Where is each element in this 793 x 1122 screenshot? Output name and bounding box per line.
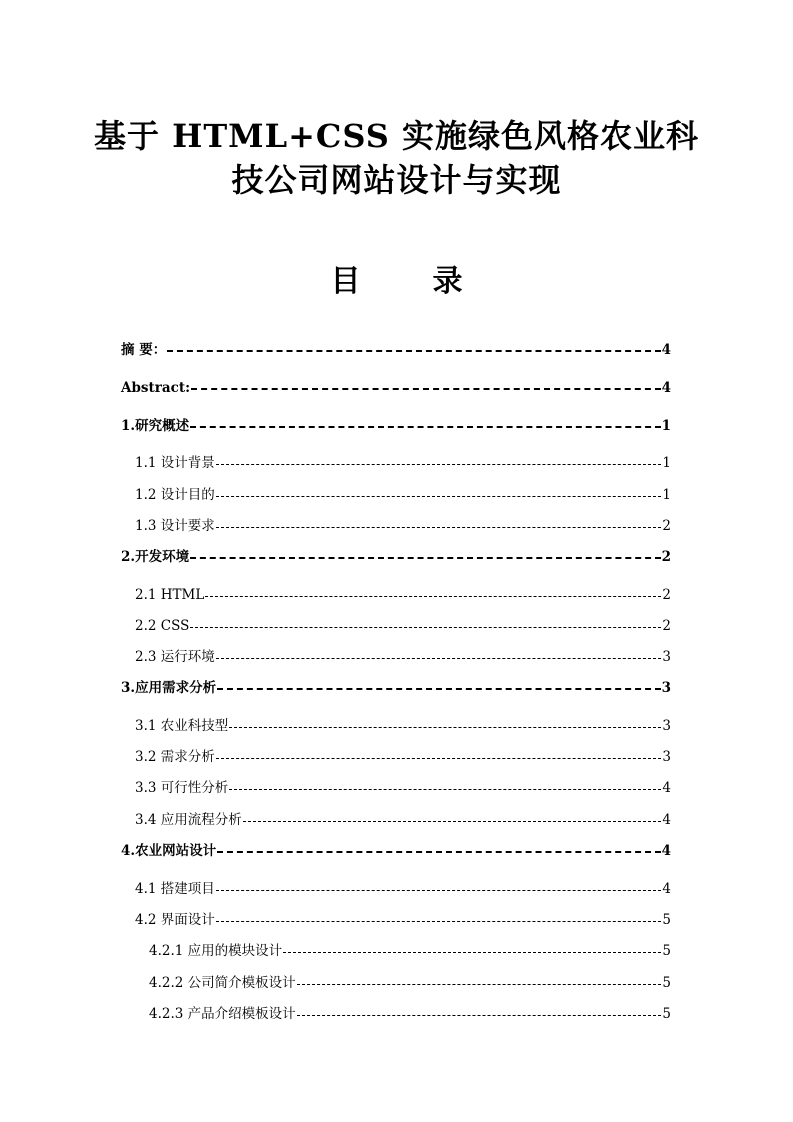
toc-entry-1-3[interactable]	[135, 514, 671, 536]
toc-entry-label: 3.应用需求分析	[121, 680, 217, 696]
toc-entry-3-3[interactable]	[135, 776, 671, 798]
toc-entry-label: 3.2 需求分析	[135, 749, 215, 765]
toc-entry-chapter-1[interactable]	[121, 414, 671, 436]
toc-heading-left: 目	[330, 264, 361, 299]
toc-entry-3-2[interactable]	[135, 745, 671, 767]
toc-entry-chapter-4[interactable]	[121, 839, 671, 861]
toc-entry-page: 3	[662, 649, 671, 665]
toc-entry-4-1[interactable]	[135, 877, 671, 899]
toc-entry-3-4[interactable]	[135, 808, 671, 830]
toc-entry-3-1[interactable]	[135, 714, 671, 736]
toc-entry-label: 1.2 设计目的	[135, 487, 215, 503]
toc-entry-page: 5	[662, 943, 671, 959]
toc-entry-label: 4.农业网站设计	[121, 843, 217, 859]
toc-entry-page: 3	[662, 749, 671, 765]
toc-entry-abstract-cn[interactable]	[121, 338, 671, 360]
toc-entry-label: 4.2 界面设计	[135, 912, 215, 928]
toc-entry-page: 1	[662, 455, 671, 471]
toc-entry-label: 2.开发环境	[121, 549, 190, 565]
toc-entry-label: 2.2 CSS	[135, 618, 190, 634]
toc-entry-page: 5	[662, 1006, 671, 1022]
toc-entry-label: 1.1 设计背景	[135, 455, 215, 471]
toc-entry-page: 4	[662, 780, 671, 796]
toc-entry-2-3[interactable]	[135, 645, 671, 667]
toc-entry-label: 1.研究概述	[121, 418, 190, 434]
toc-entry-page: 1	[661, 418, 671, 434]
toc-entry-label: 3.1 农业科技型	[135, 718, 229, 734]
toc-entry-chapter-2[interactable]	[121, 545, 671, 567]
toc-entry-page: 4	[661, 342, 671, 358]
toc-entry-label: 1.3 设计要求	[135, 518, 215, 534]
toc-entry-label: 4.2.2 公司简介模板设计	[149, 975, 296, 991]
toc-entry-label: 3.4 应用流程分析	[135, 812, 242, 828]
toc-entry-page: 2	[662, 618, 671, 634]
toc-entry-label: 2.3 运行环境	[135, 649, 215, 665]
toc-entry-abstract-en[interactable]	[121, 376, 671, 398]
toc-entry-label: 4.1 搭建项目	[135, 881, 215, 897]
toc-entry-page: 3	[662, 718, 671, 734]
toc-entry-4-2-1[interactable]	[149, 939, 671, 961]
toc-entry-chapter-3[interactable]	[121, 676, 671, 698]
toc-entry-page: 4	[661, 380, 671, 396]
toc-entry-page: 2	[662, 518, 671, 534]
toc-entry-page: 4	[662, 881, 671, 897]
toc-entry-page: 1	[662, 487, 671, 503]
toc-entry-label: 4.2.3 产品介绍模板设计	[149, 1006, 296, 1022]
toc-entry-1-2[interactable]	[135, 483, 671, 505]
toc-entry-page: 5	[662, 975, 671, 991]
toc-entry-label: Abstract:	[121, 380, 191, 396]
toc-entry-label: 4.2.1 应用的模块设计	[149, 943, 283, 959]
toc-entry-2-2[interactable]	[135, 614, 671, 636]
toc-entry-page: 2	[661, 549, 671, 565]
document-title-line-2: 技公司网站设计与实现	[231, 161, 562, 199]
toc-entry-4-2-3[interactable]	[149, 1002, 671, 1024]
document-title-line-1: 基于 HTML+CSS 实施绿色风格农业科	[93, 117, 700, 155]
toc-entry-4-2[interactable]	[135, 908, 671, 930]
toc-entry-label: 摘 要：	[121, 342, 167, 358]
toc-entry-label: 3.3 可行性分析	[135, 780, 229, 796]
toc-entry-1-1[interactable]	[135, 451, 671, 473]
toc-entry-2-1[interactable]	[135, 583, 671, 605]
toc-entry-page: 4	[661, 843, 671, 859]
toc-entry-page: 3	[661, 680, 671, 696]
toc-entry-4-2-2[interactable]	[149, 971, 671, 993]
toc-entry-page: 2	[662, 587, 671, 603]
toc-entry-label: 2.1 HTML	[135, 587, 205, 603]
toc-entry-page: 4	[662, 812, 671, 828]
toc-heading-right: 录	[432, 264, 463, 299]
toc-entry-page: 5	[662, 912, 671, 928]
toc-heading	[0, 262, 793, 302]
